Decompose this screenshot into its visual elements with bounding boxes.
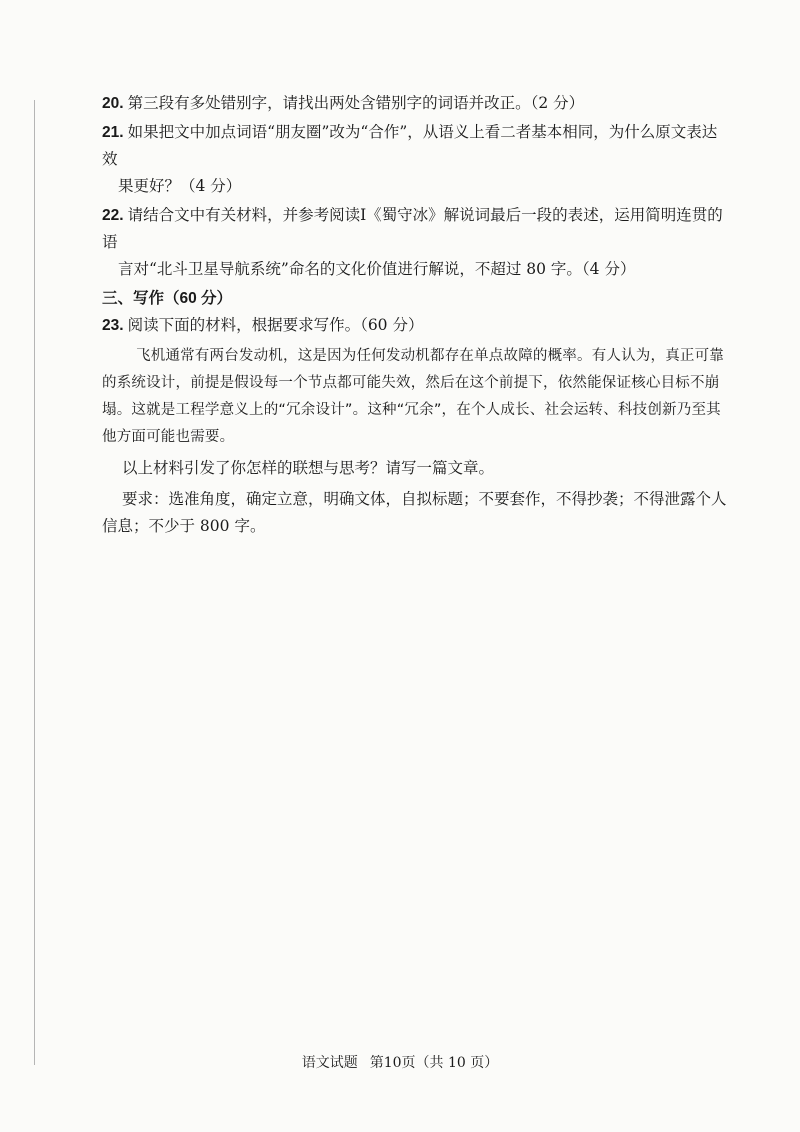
question-20 bbox=[102, 90, 727, 117]
question-23 bbox=[102, 312, 727, 339]
footer-subject: 语文试题 bbox=[301, 1055, 358, 1071]
question-text-continued: 言对“北斗卫星导航系统”命名的文化价值进行解说，不超过 80 字。（4 分） bbox=[118, 260, 636, 278]
question-text: 第三段有多处错别字，请找出两处含错别字的词语并改正。（2 分） bbox=[127, 94, 585, 112]
question-number: 23. bbox=[102, 317, 124, 334]
margin-line bbox=[34, 100, 35, 1065]
question-number: 20. bbox=[102, 95, 124, 112]
question-text: 请结合文中有关材料，并参考阅读Ⅰ《蜀守冰》解说词最后一段的表述，运用简明连贯的语 bbox=[102, 206, 723, 251]
question-number: 22. bbox=[102, 207, 124, 224]
question-text: 阅读下面的材料，根据要求写作。（60 分） bbox=[127, 316, 424, 334]
footer-page-number: 第10页（共 10 页） bbox=[369, 1055, 499, 1071]
question-text-continued: 果更好？（4 分） bbox=[118, 177, 242, 195]
page-content bbox=[102, 90, 727, 540]
writing-material: 飞机通常有两台发动机，这是因为任何发动机都存在单点故障的概率。有人认为，真正可靠的系统设计，前提是假设每一个节点都可能失效，然后在这个前提下，依然能保证核心目标不崩塌。这就是工程学意义上的“冗余设计”。这种“冗余”，在个人成长、社会运转、科技创新乃至其他方面可能也需要。 bbox=[102, 348, 724, 445]
writing-requirements: 要求：选准角度，确定立意，明确文体，自拟标题；不要套作，不得抄袭；不得泄露个人信息；不少于 800 字。 bbox=[102, 490, 727, 535]
writing-prompt: 以上材料引发了你怎样的联想与思考？请写一篇文章。 bbox=[122, 459, 495, 477]
question-number: 21. bbox=[102, 124, 124, 141]
section-heading: 三、写作（60 分） bbox=[102, 290, 233, 307]
question-21 bbox=[102, 119, 727, 200]
page-footer bbox=[0, 1052, 800, 1072]
question-22 bbox=[102, 202, 727, 283]
question-text: 如果把文中加点词语“朋友圈”改为“合作”，从语义上看二者基本相同，为什么原文表达效 bbox=[102, 123, 718, 168]
